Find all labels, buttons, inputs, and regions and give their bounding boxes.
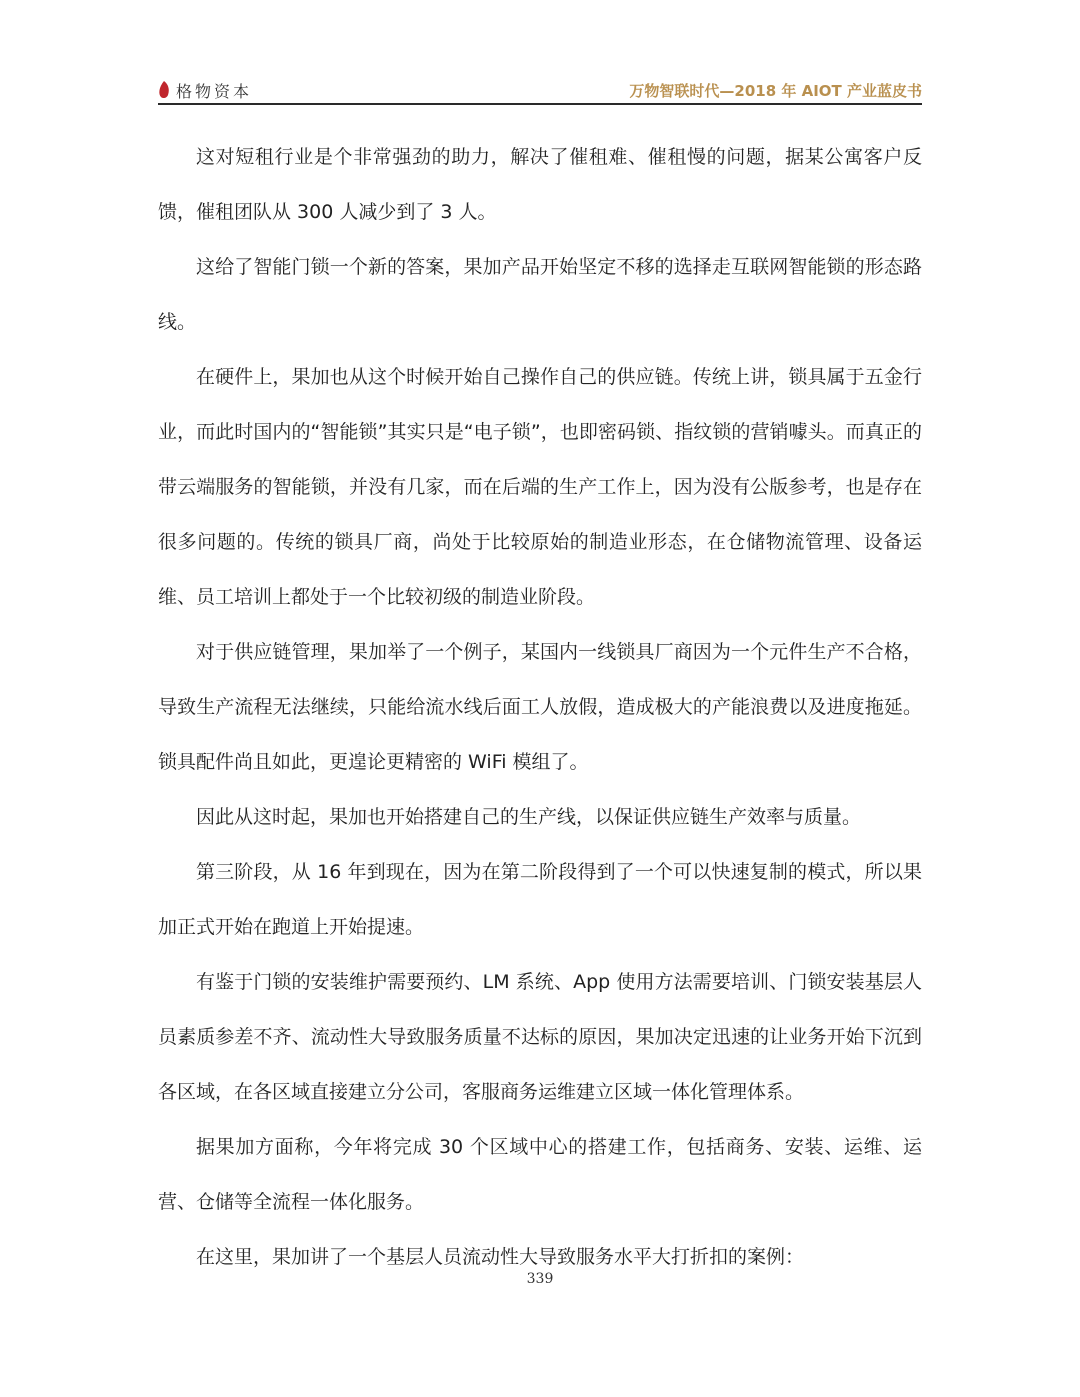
paragraph: 对于供应链管理，果加举了一个例子，某国内一线锁具厂商因为一个元件生产不合格，导致生产流程无法继续，只能给流水线后面工人放假，造成极大的产能浪费以及进度拖延。锁具配件尚且如此，更遑论更精密的 WiFi 模组了。	[158, 641, 922, 773]
logo-mark-icon	[158, 81, 170, 99]
paragraph: 第三阶段，从 16 年到现在，因为在第二阶段得到了一个可以快速复制的模式，所以果加正式开始在跑道上开始提速。	[158, 861, 922, 938]
page-header	[158, 72, 922, 104]
paragraph: 这对短租行业是个非常强劲的助力，解决了催租难、催租慢的问题，据某公寓客户反馈，催租团队从 300 人减少到了 3 人。	[158, 146, 922, 223]
page-number: 339	[526, 1271, 554, 1287]
paragraph: 有鉴于门锁的安装维护需要预约、LM 系统、App 使用方法需要培训、门锁安装基层人员素质参差不齐、流动性大导致服务质量不达标的原因，果加决定迅速的让业务开始下沉到各区域，在各区域直接建立分公司，客服商务运维建立区域一体化管理体系。	[158, 971, 922, 1103]
logo-text: 格物资本	[176, 81, 253, 101]
company-logo	[158, 78, 252, 102]
header-divider	[158, 103, 922, 105]
body-text	[158, 130, 922, 1285]
paragraph: 在硬件上，果加也从这个时候开始自己操作自己的供应链。传统上讲，锁具属于五金行业，而此时国内的“智能锁”其实只是“电子锁”，也即密码锁、指纹锁的营销噱头。而真正的带云端服务的智能锁，并没有几家，而在后端的生产工作上，因为没有公版参考，也是存在很多问题的。传统的锁具厂商，尚处于比较原始的制造业形态，在仓储物流管理、设备运维、员工培训上都处于一个比较初级的制造业阶段。	[158, 366, 922, 608]
paragraph: 这给了智能门锁一个新的答案，果加产品开始坚定不移的选择走互联网智能锁的形态路线。	[158, 256, 922, 333]
paragraph: 据果加方面称，今年将完成 30 个区域中心的搭建工作，包括商务、安装、运维、运营、仓储等全流程一体化服务。	[158, 1136, 922, 1213]
document-title: 万物智联时代—2018 年 AIOT 产业蓝皮书	[629, 82, 922, 100]
paragraph: 因此从这时起，果加也开始搭建自己的生产线，以保证供应链生产效率与质量。	[196, 806, 862, 828]
paragraph: 在这里，果加讲了一个基层人员流动性大导致服务水平大打折扣的案例：	[196, 1246, 805, 1268]
